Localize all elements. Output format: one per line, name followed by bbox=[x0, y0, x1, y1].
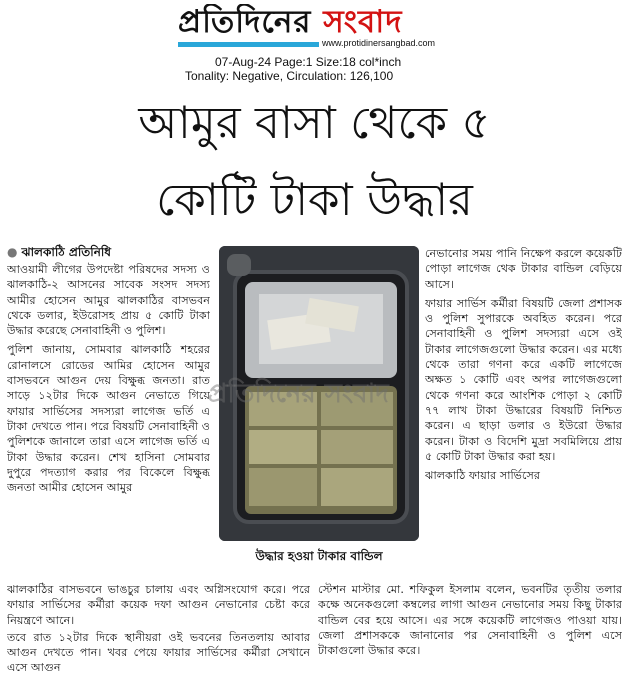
masthead-name-part1: প্রতিদিনের bbox=[178, 4, 324, 40]
headline-line1: আমুর বাসা থেকে ৫ bbox=[138, 96, 491, 149]
website-url: www.protidinersangbad.com bbox=[322, 38, 436, 48]
newspaper-masthead bbox=[178, 4, 460, 40]
paragraph: ঝালকাঠি ফায়ার সার্ভিসের bbox=[425, 469, 541, 483]
paragraph: তবে রাত ১২টার দিকে স্থানীয়রা ওই ভবনের তিনতলায় আবার আগুন দেখতে পান। খবর পেয়ে ফায়ার সার্ভিসের কর্মীরা সেখানে এসে আগুন bbox=[7, 630, 310, 675]
bullet-icon: ● bbox=[7, 245, 18, 259]
byline bbox=[7, 244, 111, 264]
clip-meta-line2: Tonality: Negative, Circulation: 126,100 bbox=[185, 69, 394, 83]
byline-text: ঝালকাঠি প্রতিনিধি bbox=[21, 245, 112, 259]
headline-line2: কোটি টাকা উদ্ধার bbox=[156, 173, 473, 226]
article-column-3 bbox=[425, 246, 622, 586]
photo-caption: উদ্ধার হওয়া টাকার বান্ডিল bbox=[255, 549, 383, 563]
article-column-1 bbox=[7, 262, 210, 584]
masthead-name-part2: সংবাদ bbox=[323, 4, 403, 40]
paragraph: আওয়ামী লীগের উপদেষ্টা পরিষদের সদস্য ও ঝালকাঠি-২ আসনের সাবেক সংসদ সদস্য আমীর হোসেন আমুর ঝালকাঠির বাসভবন থেকে ডলার, ইউরোসহ প্রায় ৫ কোটি টাকা উদ্ধার করেছে সেনাবাহিনী ও পুলিশ। bbox=[7, 263, 210, 338]
paragraph: ঝালকাঠির বাসভবনে ভাঙচুর চালায় এবং অগ্নিসংযোগ করে। পরে ফায়ার সার্ভিসের কর্মীরা কয়েক দফা আগুন নেভানোর চেষ্টা করে নিয়ন্ত্রণে আনে। bbox=[7, 583, 310, 627]
paragraph: ফায়ার সার্ভিস কর্মীরা বিষয়টি জেলা প্রশাসক ও পুলিশ সুপারকে অবহিত করেন। পরে সেনাবাহিনী ও পুলিশ সদস্যরা এসে ওই টাকার লাগেজগুলো উদ্ধার করেন। এর মধ্যে থেকে তারা গণনা করে একটি লাগেজে অক্ষত ১ কোটি এবং অপর লাগেজগুলো থেকে গণনা করে আংশিক পোড়া ২ কোটি ৭৭ লাখ টাকা উদ্ধারের বিষয়টি নিশ্চিত করেন। এ ছাড়া ডলার ও ইউরো উদ্ধার করেন। টাকা ও বিদেশি মুদ্রা সবমিলিয়ে প্রায় ৫ কোটি টাকা উদ্ধার করা হয়। bbox=[425, 296, 622, 463]
paragraph: পুলিশ জানায়, সোমবার ঝালকাঠি শহরের রোনালসে রোডের আমির হোসেন আমুর বাসভবনে আগুন দেয় বিক্ষুব্ধ জনতা। রাত সাড়ে ১২টার দিকে আগুন নেভাতে গিয়ে ফায়ার সার্ভিসের সদস্যরা লাগেজ ভর্তি এ টাকা দেখতে পান। পরে বিষয়টি সেনাবাহিনী ও পুলিশকে জানালে তারা এসে লাগেজ ভর্তি এ টাকা উদ্ধার করেন। শেখ হাসিনা সোমবার দুপুরে পদত্যাগ করার পর বিকেলে বিক্ষুব্ধ জনতা আমীর হোসেন আমুর bbox=[7, 343, 210, 495]
clip-meta-line1: 07-Aug-24 Page:1 Size:18 col*inch bbox=[215, 55, 402, 69]
newspaper-watermark: প্রতিদিনের সংবাদ bbox=[208, 379, 389, 409]
article-bottom-left bbox=[7, 582, 310, 692]
article-bottom-right bbox=[318, 582, 622, 692]
paragraph: নেভানোর সময় পানি নিক্ষেপ করলে কয়েকটি পোড়া লাগেজ থেক টাকার বান্ডিল বেড়িয়ে আসে। bbox=[425, 247, 622, 291]
masthead-rule bbox=[178, 42, 319, 47]
paragraph: স্টেশন মাস্টার মো. শফিকুল ইসলাম বলেন, ভবনটির তৃতীয় তলার কক্ষে অনেকগুলো কম্বলের লাগা আগুন নেভানোর সময় কিছু টাকার বান্ডিল বের হয়ে আসে। এর সঙ্গে কয়েকটি লাগেজও পাওয়া যায়। জেলা প্রশাসককে জানানোর পর সেনাবাহিনী ও পুলিশ এসে টাকাগুলো উদ্ধার করে। bbox=[318, 583, 622, 658]
